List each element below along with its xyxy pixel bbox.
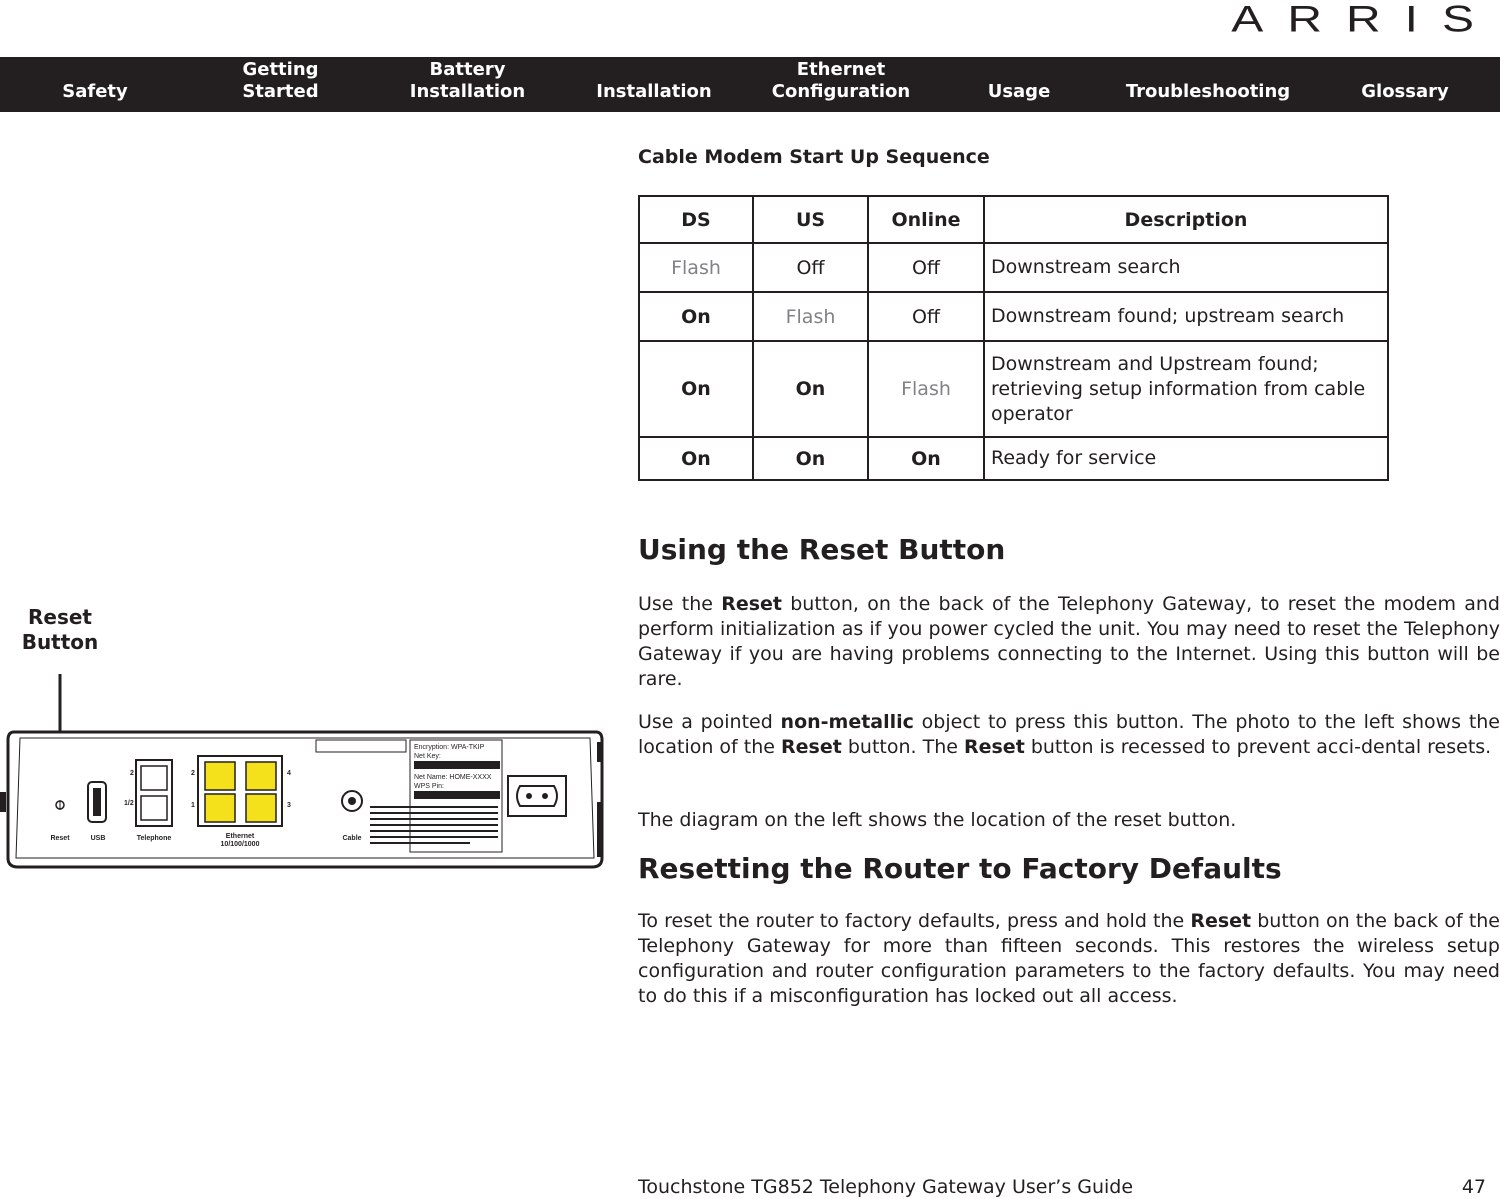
nav-usage-label: Usage	[987, 81, 1051, 102]
cell-description: Downstream found; upstream search	[984, 292, 1388, 341]
factory-heading: Resetting the Router to Factory Defaults	[638, 852, 1282, 885]
nav-installation-label: Installation	[596, 81, 712, 102]
fine-print-line	[370, 812, 498, 814]
text: Use a pointed	[638, 711, 781, 733]
gateway-back-panel-diagram	[0, 672, 610, 872]
startup-sequence-table	[638, 195, 1389, 481]
page-number: 47	[1461, 1176, 1486, 1198]
label-port-3: 3	[287, 802, 291, 809]
label-port-4: 4	[287, 770, 291, 777]
ethernet-port-2	[205, 762, 235, 790]
table-row	[639, 292, 1388, 341]
label-port-2b: 2	[191, 770, 195, 777]
table-row	[639, 243, 1388, 292]
fine-print-line	[370, 806, 498, 808]
reset-paragraph-3: The diagram on the left shows the location of the reset button.	[638, 809, 1237, 831]
nav-getting-started[interactable]	[228, 59, 333, 103]
nav-troubleshooting[interactable]	[1115, 81, 1301, 103]
ethernet-port-1	[205, 794, 235, 822]
product-label-sticker	[316, 740, 406, 752]
label-usb: USB	[90, 835, 106, 842]
header-description: Description	[984, 196, 1388, 243]
fine-print-line	[370, 818, 498, 820]
ethernet-port-4	[246, 762, 276, 790]
label-port-2a: 2	[130, 770, 134, 777]
nav-glossary[interactable]	[1352, 81, 1458, 103]
label-telephone: Telephone	[136, 835, 172, 842]
bold-reset: Reset	[1190, 910, 1252, 932]
cell-us: On	[753, 341, 868, 437]
telephone-port-2	[141, 766, 167, 790]
reset-paragraph-2	[638, 710, 1500, 760]
nav-battery-label-2: Installation	[409, 81, 526, 102]
power-pin	[542, 793, 548, 799]
text: button is recessed to prevent acci-dental resets.	[1024, 736, 1492, 758]
cell-ds: On	[639, 292, 753, 341]
power-socket-icon	[517, 786, 557, 806]
ethernet-port-3	[246, 794, 276, 822]
callout-line-2: Button	[21, 630, 99, 654]
cell-us: Off	[753, 243, 868, 292]
label-port-12: 1/2	[124, 800, 134, 807]
cell-ds: Flash	[639, 243, 753, 292]
cell-ds: On	[639, 437, 753, 480]
label-reset: Reset	[50, 835, 70, 842]
barcode	[414, 761, 500, 769]
label-net-name: Net Name: HOME-XXXX	[414, 774, 492, 781]
bold-reset: Reset	[721, 593, 782, 615]
telephone-port-1	[141, 796, 167, 820]
barcode	[414, 791, 500, 799]
fine-print-line	[370, 824, 498, 826]
fine-print-line	[370, 836, 498, 838]
callout-line-1: Reset	[28, 605, 92, 629]
nav-getting-started-label-1: Getting	[242, 59, 319, 80]
nav-safety[interactable]	[55, 81, 135, 103]
factory-paragraph	[638, 909, 1500, 1009]
nav-getting-started-label-2: Started	[242, 81, 319, 102]
cell-online: Off	[868, 292, 984, 341]
nav-troubleshooting-label: Troubleshooting	[1125, 81, 1291, 102]
nav-installation[interactable]	[588, 81, 720, 103]
nav-battery-label-1: Battery	[429, 59, 506, 80]
text: button on the back of the Telephony Gateway for more than ﬁfteen seconds. This restores the wireless setup conﬁguration and router conﬁguration parameters to the factory defaults. You may need to do this if a misconﬁguration has locked out all access.	[638, 910, 1500, 1007]
usb-port-slot	[93, 788, 101, 816]
nav-battery-installation[interactable]	[400, 59, 535, 103]
arris-logo: ARRIS	[1231, 0, 1498, 41]
cell-online: Off	[868, 243, 984, 292]
header-ds: DS	[639, 196, 753, 243]
cell-ds: On	[639, 341, 753, 437]
cell-description: Ready for service	[984, 437, 1388, 480]
table-header-row	[639, 196, 1388, 243]
cell-description: Downstream and Upstream found; retrieving setup information from cable operator	[984, 341, 1388, 437]
cell-us: Flash	[753, 292, 868, 341]
nav-ethernet-label-1: Ethernet	[796, 59, 886, 80]
header-online: Online	[868, 196, 984, 243]
label-wps-pin: WPS Pin:	[414, 783, 444, 790]
text: Use the	[638, 593, 722, 615]
bold-reset: Reset	[963, 736, 1025, 758]
label-ethernet-speed: 10/100/1000	[220, 841, 260, 848]
fine-print-line	[370, 830, 498, 832]
nav-ethernet-label-2: Conﬁguration	[771, 81, 911, 102]
reset-paragraph-1	[638, 592, 1500, 692]
reset-heading: Using the Reset Button	[638, 533, 1006, 566]
nav-glossary-label: Glossary	[1361, 81, 1449, 102]
text: button. The	[841, 736, 964, 758]
table-row	[639, 437, 1388, 480]
power-pin	[526, 793, 532, 799]
cable-connector-inner	[348, 797, 356, 805]
cell-description: Downstream search	[984, 243, 1388, 292]
footer-document-title: Touchstone TG852 Telephony Gateway User’s Guide	[638, 1176, 1134, 1198]
device-right-tab	[597, 802, 602, 857]
header-us: US	[753, 196, 868, 243]
bold-reset: Reset	[781, 736, 842, 758]
section-title: Cable Modem Start Up Sequence	[638, 146, 990, 168]
bold-non-metallic: non-metallic	[780, 711, 914, 733]
table-row	[639, 341, 1388, 437]
cell-us: On	[753, 437, 868, 480]
device-right-tab	[597, 742, 602, 762]
label-ethernet: Ethernet	[225, 833, 255, 840]
cell-online: Flash	[868, 341, 984, 437]
label-encryption: Encryption: WPA-TKIP	[414, 744, 485, 751]
reset-button-callout	[10, 605, 110, 655]
nav-ethernet-configuration[interactable]	[762, 59, 920, 103]
top-navigation	[0, 57, 1500, 112]
fine-print-line	[370, 842, 470, 844]
nav-usage[interactable]	[978, 81, 1060, 103]
label-cable: Cable	[342, 835, 362, 842]
nav-safety-label: Safety	[62, 81, 128, 102]
label-port-1: 1	[191, 802, 195, 809]
text: To reset the router to factory defaults, press and hold the	[638, 910, 1191, 932]
label-net-key: Net Key:	[414, 753, 441, 760]
text: button, on the back of the Telephony Gateway, to reset the modem and perform initialization as if you power cycled the unit. You may need to reset the Telephony Gateway if you are having problems connecting to the Internet. Using this button will be rare.	[638, 593, 1500, 690]
cell-online: On	[868, 437, 984, 480]
device-foot	[0, 792, 6, 812]
text: object to press this button. The photo to the left shows the location of the	[638, 711, 1500, 758]
